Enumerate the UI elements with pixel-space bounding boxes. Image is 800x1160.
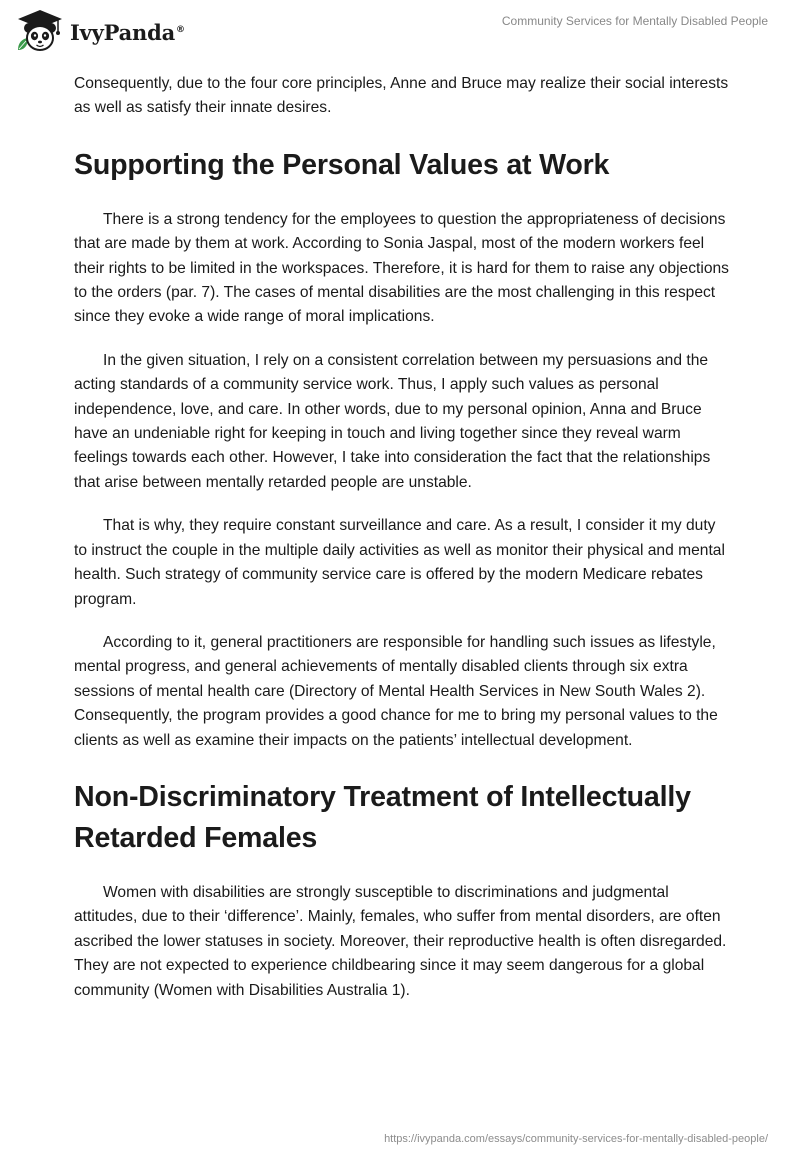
essay-body (74, 72, 730, 1022)
panda-graduate-icon (14, 8, 66, 56)
document-title: Community Services for Mentally Disabled People (501, 14, 768, 28)
paragraph: According to it, general practitioners are responsible for handling such issues as lifestyle, mental progress, and general achievements of mentally disabled clients through six extra sessions of mental health care (Directory of Mental Health Services in New South Wales 2). Consequently, the program provides a good chance for me to bring my personal values to the clients as well as examine their impacts on the patients’ intellectual development. (74, 633, 718, 749)
source-url[interactable]: https://ivypanda.com/essays/community-services-for-mentally-disabled-people/ (384, 1133, 768, 1145)
section-heading-personal-values: Supporting the Personal Values at Work (74, 148, 610, 181)
paragraph: In the given situation, I rely on a consistent correlation between my persuasions and the acting standards of a community service work. Thus, I apply such values as personal independence, love, and care. In other words, due to my personal opinion, Anna and Bruce have an undeniable right for keeping in touch and living together since they reveal warm feelings towards each other. However, I take into consideration the fact that the relationships that arise between mentally retarded people are unstable. (74, 351, 711, 491)
brand-logo[interactable] (14, 8, 185, 56)
intro-paragraph: Consequently, due to the four core principles, Anne and Bruce may realize their social interests as well as satisfy their innate desires. (74, 75, 729, 117)
page-header (0, 0, 800, 66)
section-heading-non-discriminatory: Non-Discriminatory Treatment of Intellectually Retarded Females (74, 780, 691, 854)
paragraph: Women with disabilities are strongly susceptible to discriminations and judgmental attitudes, due to their ‘difference’. Mainly, females, who suffer from mental disorders, are often ascribed the lower statuses in society. Moreover, their reproductive health is often disregarded. They are not expected to experience childbearing since it may seem dangerous for a global community (Women with Disabilities Australia 1). (74, 883, 727, 999)
registered-mark: ® (176, 24, 185, 35)
paragraph: That is why, they require constant surveillance and care. As a result, I consider it my duty to instruct the couple in the multiple daily activities as well as monitor their physical and mental health. Such strategy of community service care is offered by the modern Medicare rebates program. (74, 517, 725, 608)
paragraph: There is a strong tendency for the employees to question the appropriateness of decisions that are made by them at work. According to Sonia Jaspal, most of the modern workers feel their rights to be limited in the workspaces. Therefore, it is hard for them to raise any objections to the orders (par. 7). The cases of mental disabilities are the most challenging in this respect since they evoke a wide range of moral implications. (74, 210, 729, 326)
brand-name: IvyPanda® (70, 19, 185, 45)
